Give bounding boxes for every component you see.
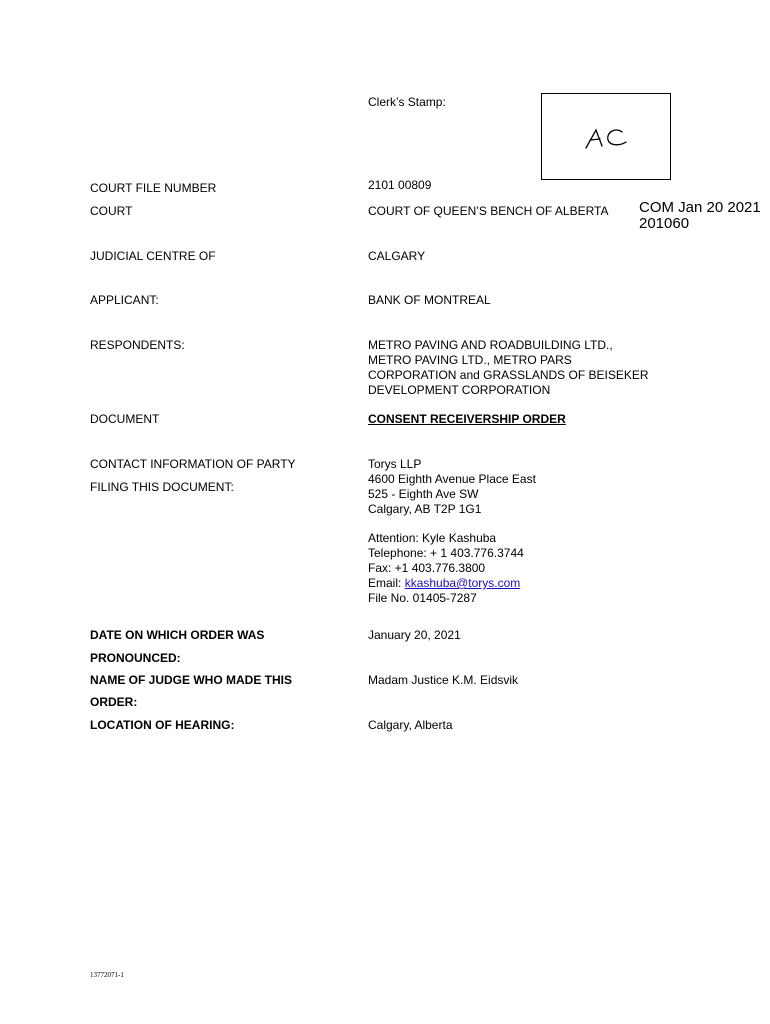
court-value: COURT OF QUEEN’S BENCH OF ALBERTA — [368, 204, 609, 218]
applicant-value: BANK OF MONTREAL — [368, 293, 491, 307]
respondents-line: DEVELOPMENT CORPORATION — [368, 383, 551, 397]
document-label: DOCUMENT — [90, 412, 160, 426]
contact-address — [368, 457, 536, 517]
email-link[interactable]: kkashuba@torys.com — [404, 576, 521, 590]
judge-label-line1: NAME OF JUDGE WHO MADE THIS — [90, 673, 293, 687]
address-line: Torys LLP — [368, 457, 422, 471]
filing-stamp-line2: 201060 — [639, 215, 690, 232]
telephone-line: Telephone: + 1 403.776.3744 — [368, 546, 524, 560]
judicial-centre-value: CALGARY — [368, 249, 426, 263]
date-pronounced-label-line2: PRONOUNCED: — [90, 651, 181, 665]
document-title: CONSENT RECEIVERSHIP ORDER — [368, 412, 566, 426]
respondents-line: CORPORATION and GRASSLANDS OF BEISEKER — [368, 368, 649, 382]
stamp-initials-signature — [582, 124, 632, 154]
filing-stamp — [639, 200, 761, 232]
document-id-footer: 13772071-1 — [90, 971, 124, 979]
clerks-stamp-box — [541, 93, 671, 180]
contact-label-line2: FILING THIS DOCUMENT: — [90, 480, 234, 494]
attention-line: Attention: Kyle Kashuba — [368, 531, 497, 545]
contact-label-line1: CONTACT INFORMATION OF PARTY — [90, 457, 296, 471]
address-line: 4600 Eighth Avenue Place East — [368, 472, 536, 486]
date-pronounced-label-line1: DATE ON WHICH ORDER WAS — [90, 628, 265, 642]
address-line: Calgary, AB T2P 1G1 — [368, 502, 482, 516]
location-value: Calgary, Alberta — [368, 718, 453, 732]
file-number-line: File No. 01405-7287 — [368, 591, 477, 605]
respondents-line: METRO PAVING LTD., METRO PARS — [368, 353, 572, 367]
judge-value: Madam Justice K.M. Eidsvik — [368, 673, 519, 687]
applicant-label: APPLICANT: — [90, 293, 159, 307]
fax-line: Fax: +1 403.776.3800 — [368, 561, 486, 575]
judge-label-line2: ORDER: — [90, 695, 138, 709]
address-line: 525 - Eighth Ave SW — [368, 487, 479, 501]
respondents-line: METRO PAVING AND ROADBUILDING LTD., — [368, 338, 613, 352]
date-pronounced-value: January 20, 2021 — [368, 628, 461, 642]
court-label: COURT — [90, 204, 133, 218]
email-prefix: Email: — [368, 576, 405, 590]
judicial-centre-label: JUDICIAL CENTRE OF — [90, 249, 216, 263]
court-file-number-label: COURT FILE NUMBER — [90, 181, 217, 195]
clerks-stamp-label: Clerk’s Stamp: — [368, 95, 446, 109]
court-file-number-value: 2101 00809 — [368, 178, 432, 192]
respondents-label: RESPONDENTS: — [90, 338, 185, 352]
filing-stamp-line1: COM Jan 20 2021 — [639, 199, 761, 216]
location-label: LOCATION OF HEARING: — [90, 718, 235, 732]
email-line — [368, 576, 524, 591]
contact-details — [368, 531, 524, 606]
respondents-value — [368, 338, 649, 398]
